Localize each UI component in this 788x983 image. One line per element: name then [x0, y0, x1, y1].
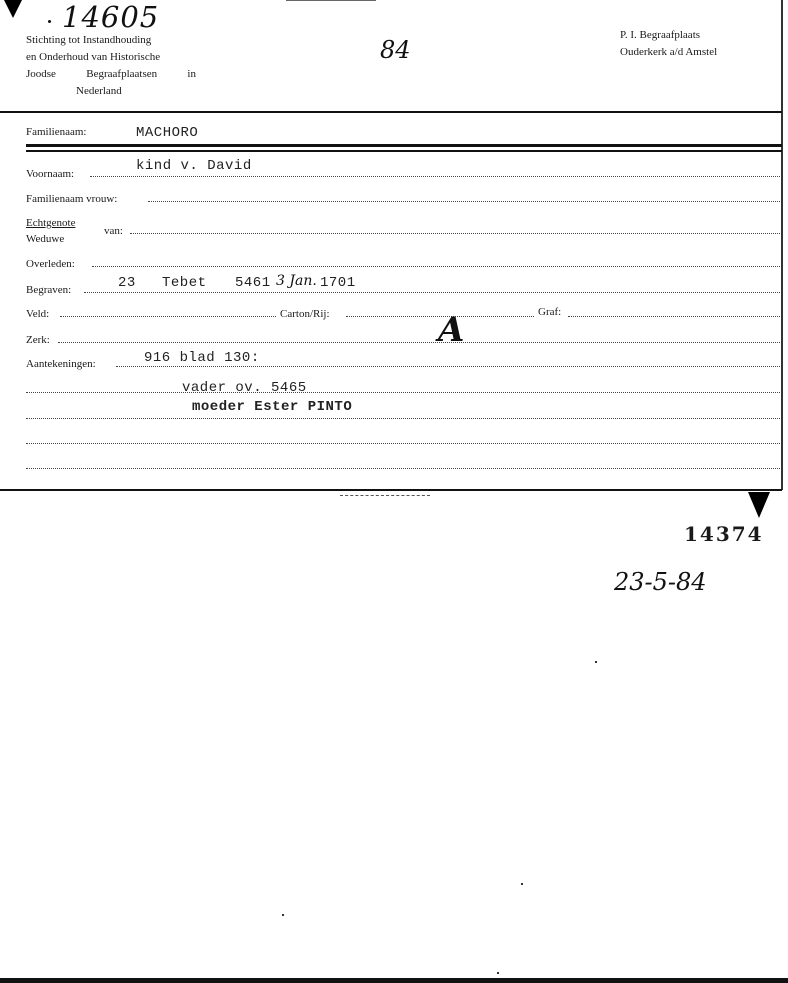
corner-triangle-top	[4, 0, 22, 18]
stamp-number: 14374	[684, 522, 764, 546]
org-name-line2: en Onderhoud van Historische	[26, 51, 161, 63]
hand-dot	[48, 20, 51, 23]
familienaam-vrouw-dotted-line	[148, 201, 780, 202]
top-edge-mark	[286, 0, 376, 1]
double-rule-top	[26, 144, 782, 147]
voornaam-label: Voornaam:	[26, 168, 75, 180]
handwritten-date-mark: 23-5-84	[614, 568, 707, 596]
page-bottom-edge	[0, 978, 788, 983]
begraven-month: Tebet	[162, 275, 207, 291]
overleden-label: Overleden:	[26, 258, 75, 270]
cemetery-name: P. I. Begraafplaats	[620, 29, 701, 41]
corner-triangle-right	[748, 492, 770, 518]
van-label: van:	[104, 225, 123, 237]
speck	[282, 914, 284, 916]
familienaam-label: Familienaam:	[26, 126, 87, 138]
speck	[521, 883, 523, 885]
zerk-dotted-line	[58, 342, 780, 343]
org-name-line4: Nederland	[76, 85, 122, 97]
aantekeningen-dotted-line	[116, 366, 780, 367]
familienaam-vrouw-label: Familienaam vrouw:	[26, 193, 118, 205]
veld-label: Veld:	[26, 308, 50, 320]
org-name-line1: Stichting tot Instandhouding	[26, 34, 152, 46]
weduwe-label: Weduwe	[26, 233, 65, 245]
echtgenote-label: Echtgenote	[26, 217, 76, 229]
double-rule-bottom	[26, 150, 782, 152]
header-rule	[0, 111, 782, 113]
card-bottom-border	[0, 489, 782, 491]
notes-dotted-line-3	[26, 443, 780, 444]
graf-dotted-line	[568, 316, 780, 317]
speck	[497, 972, 499, 974]
graf-label: Graf:	[538, 306, 562, 318]
aantekeningen-value: 916 blad 130:	[144, 350, 260, 366]
begraven-day: 23	[118, 275, 136, 291]
voornaam-value: kind v. David	[136, 158, 252, 174]
begraven-date-correction: 3 Jan.	[276, 273, 317, 289]
begraven-dotted-line	[84, 292, 780, 293]
handwritten-field-mark: A	[438, 310, 465, 350]
handwritten-card-number: 14605	[62, 0, 160, 34]
begraven-label: Begraven:	[26, 284, 72, 296]
begraven-year: 1701	[320, 275, 356, 291]
speck	[595, 661, 597, 663]
aantekeningen-label: Aantekeningen:	[26, 358, 96, 370]
note-line-2: moeder Ester PINTO	[192, 399, 353, 415]
note-line-1: vader ov. 5465	[182, 380, 307, 396]
org-name-line3: Joodse Begraafplaatsen in	[26, 68, 196, 80]
carton-rij-label: Carton/Rij:	[280, 308, 330, 320]
veld-dotted-line	[60, 316, 276, 317]
zerk-label: Zerk:	[26, 334, 50, 346]
notes-dotted-line-2	[26, 418, 780, 419]
handwritten-page-mark: 84	[380, 36, 411, 64]
cemetery-location: Ouderkerk a/d Amstel	[620, 46, 718, 58]
notes-dotted-line-1	[26, 392, 780, 393]
familienaam-value: MACHORO	[136, 125, 199, 141]
voornaam-dotted-line	[90, 176, 780, 177]
begraven-year-hebrew: 5461	[235, 275, 271, 291]
card-right-border	[781, 0, 783, 490]
overleden-dotted-line	[92, 266, 780, 267]
bottom-edge-mark	[340, 495, 430, 496]
van-dotted-line	[130, 233, 780, 234]
notes-dotted-line-4	[26, 468, 780, 469]
